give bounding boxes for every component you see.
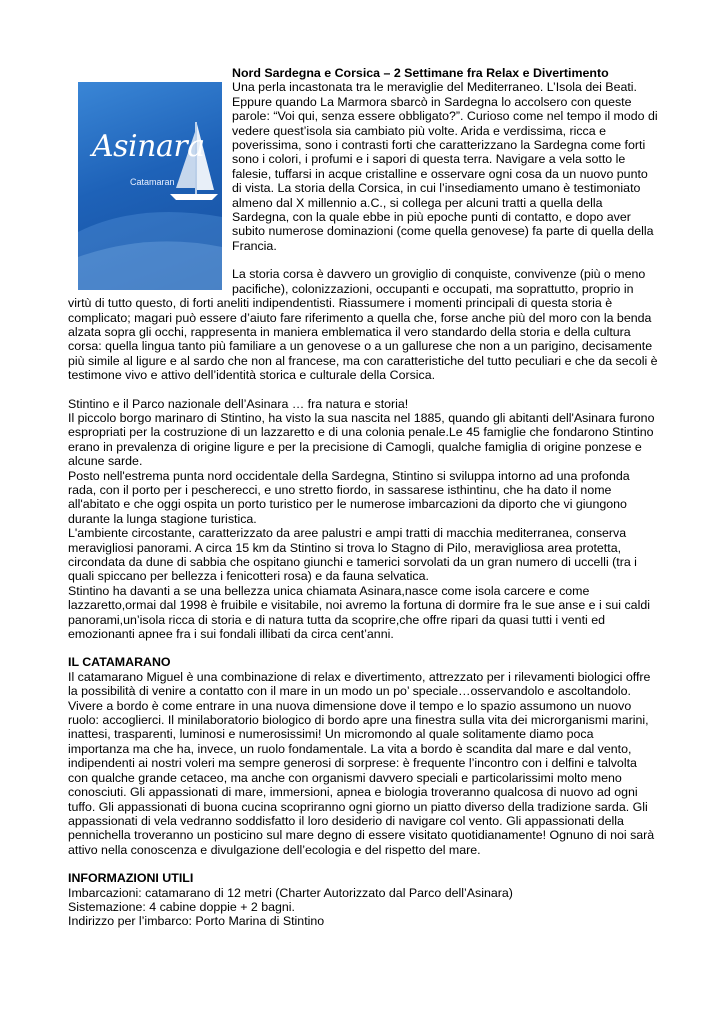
stintino-paragraph-3: L'ambiente circostante, caratterizzato da aree palustri e ampi tratti di macchia mediterranea, conserva meravigliosi panorami. A circa 15 km da Stintino si trova lo Stagno di Pilo, meravigliosa area protetta, circondata da dune di sabbia che ospitano giunchi e tamerici sorvolati da un gran numero di uccelli (tra i quali spiccano per bellezza i fenicotteri rosa) e da fauna selvatica.: [68, 526, 637, 584]
info-accommodation: Sistemazione: 4 cabine doppie + 2 bagni.: [68, 899, 295, 914]
intro-heading: Nord Sardegna e Corsica – 2 Settimane fra Relax e Divertimento: [232, 66, 609, 80]
catamarano-title: IL CATAMARANO: [68, 655, 171, 670]
stintino-paragraph-1: Il piccolo borgo marinaro di Stintino, ha visto la sua nascita nel 1885, quando gli abitanti dell'Asinara furono espropriati per la costruzione di un lazzaretto e di una colonia penale.Le 45 famiglie che fondarono Stintino erano in prevalenza di origine ligure e per la precisione di Camogli, qualche famiglia di origine ponzese e alcune sarde.: [68, 410, 655, 469]
logo-title: Asinara: [92, 129, 205, 164]
stintino-paragraph-4: Stintino ha davanti a se una bellezza unica chiamata Asinara,nasce come isola carcere e come lazzaretto,ormai dal 1998 è fruibile e visitabile, noi avremo la fortuna di dormire fra le sue anse e i sui caldi panorami,un’isola ricca di storia e di natura tutta da scoprire,che offre ripari da quasi tutti i venti ed emozionanti apnee fra i sui fondali illibati da circa cent’anni.: [68, 583, 650, 642]
document-page: [68, 66, 658, 929]
logo-subtitle: Catamaran: [130, 177, 175, 187]
intro-paragraph-1: Una perla incastonata tra le meraviglie del Mediterraneo. L’Isola dei Beati. Eppure quando La Marmora sbarcò in Sardegna lo accolsero con queste parole: “Voi qui, senza essere obbligato?”. Curioso come nel tempo il modo di vedere quest’isola sia cambiato più volte. Arida e verdissima, ricca e poverissima, sono i contrasti forti che caratterizzano la Sardegna come forti sono i colori, i profumi e i sapori di questa terra. Navigare a vela sotto le falesie, tuffarsi in acque cristalline e osservare ogni cosa da un nuovo punto di vista. La storia della Corsica, in cui l’insediamento umano è testimoniato almeno dal X millennio a.C., si collega per alcuni tratti a quella della Sardegna, con la quale ebbe in più epoche punti di contatto, e dopo aver subito numerose dominazioni (come quella genovese) fa parte di quella della Francia.: [232, 80, 658, 253]
info-title: INFORMAZIONI UTILI: [68, 871, 194, 886]
stintino-title: Stintino e il Parco nazionale dell’Asinara … fra natura e storia!: [68, 396, 409, 411]
stintino-paragraph-2: Posto nell'estrema punta nord occidentale della Sardegna, Stintino si sviluppa intorno ad una profonda rada, con il porto per i pescherecci, e uno stretto fiordo, in sassarese isthintinu, che ha dato il nome all'abitato e che oggi ospita un porto turistico per le numerose imbarcazioni da diporto che vi giungono durante la lunga stagione turistica.: [68, 468, 630, 526]
info-boat: Imbarcazioni: catamarano di 12 metri (Charter Autorizzato dal Parco dell’Asinara): [68, 885, 513, 900]
catamarano-paragraph: Il catamarano Miguel è una combinazione di relax e divertimento, attrezzato per i rilevamenti biologici offre la possibilità di venire a contatto con il mare in un modo un po’ speciale…osservandolo e ascoltandolo. Vivere a bordo è come entrare in una nuova dimensione dove il tempo e lo spazio assumono un nuovo ruolo: accoglierci. Il minilaboratorio biologico di bordo apre una finestra sulla vita dei microrganismi marini, inattesi, trasparenti, luminosi e numerosissimi! Un micromondo al quale solitamente diamo poca importanza ma che ha, invece, un ruolo fondamentale. La vita a bordo è scandita dal mare e dal vento, indipendenti ai nostri voleri ma sempre generosi di sorprese: è frequente l’incontro con i delfini e talvolta con qualche grande cetaceo, ma anche con organismi davvero speciali e particolarissimi molto meno conosciuti. Gli appassionati di mare, immersioni, apnea e biologia troveranno qualcosa di nuovo ad ogni tuffo. Gli appassionati di buona cucina scopriranno ogni giorno un piatto diverso della tradizione sarda. Gli appassionati di vela vedranno soddisfatto il loro desiderio di navigare col vento. Gli appassionati della pennichella troveranno un posticino sul mare degno di essere visitato quotidianamente! Ognuno di noi sarà attivo nella conoscenza e divulgazione dell’ecologia e del rispetto del mare.: [68, 669, 655, 857]
asinara-catamaran-logo: [78, 82, 222, 290]
info-boarding-address: Indirizzo per l’imbarco: Porto Marina di Stintino: [68, 914, 325, 929]
intro-paragraph-2: La storia corsa è davvero un groviglio di conquiste, convivenze (più o meno pacifiche), colonizzazioni, occupanti e occupati, ma soprattutto, proprio in virtù di tutto questo, di forti aneliti indipendentisti. Riassumere i momenti principali di questa storia è complicato; magari può essere d’aiuto fare riferimento a quella che, forse anche più del moro con la benda alzata sopra gli occhi, rappresenta in maniera emblematica il vero standardo della storia e della cultura corsa: quella lingua tanto più familiare a un genovese o a un gallurese che non a un parigino, decisamente più simile al ligure e al sardo che non al francese, ma con caratteristiche del tutto peculiari e che da secoli è testimone vivo e attivo dell’identità storica e culturale della Corsica.: [68, 267, 658, 383]
